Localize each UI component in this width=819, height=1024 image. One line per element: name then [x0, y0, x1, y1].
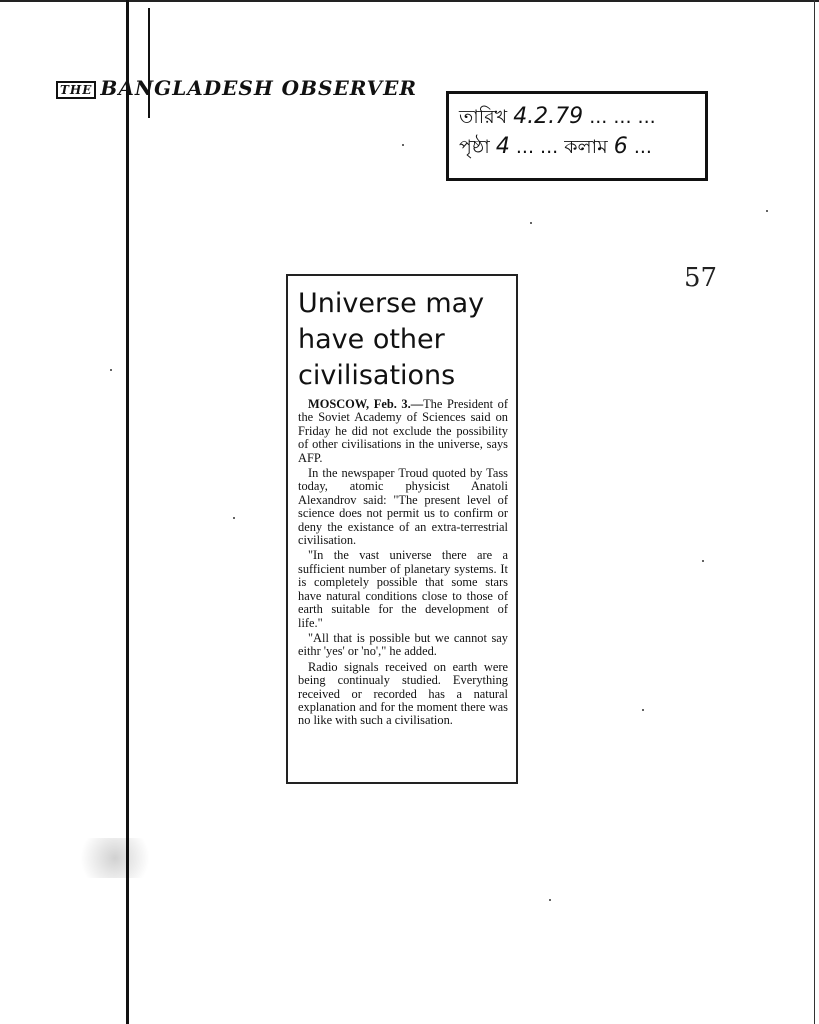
masthead-name: BANGLADESH OBSERVER: [100, 76, 417, 100]
stamp-date-row: তারিখ 4.2.79 ... ... ...: [459, 104, 656, 129]
margin-rule-top: [148, 8, 150, 118]
article-paragraph: In the newspaper Troud quoted by Tass today, atomic physicist Anatoli Alexandrov said: "The present level of science does not permit us to confirm or deny the existance of an extra-terrestrial civilisation.: [298, 466, 508, 548]
scan-speck: [530, 222, 532, 224]
news-clipping: [286, 274, 518, 784]
scan-speck: [402, 144, 404, 146]
stamp-column-label: কলাম: [564, 136, 608, 158]
scan-smudge: [70, 838, 160, 878]
stamp-column-value: 6: [613, 134, 628, 159]
archive-stamp: [446, 91, 708, 181]
article-paragraph: "In the vast universe there are a sufficient number of planetary systems. It is completely possible that some stars have natural conditions close to those of earth suitable for the development of life.": [298, 548, 508, 630]
newspaper-masthead: [56, 76, 417, 100]
scan-speck: [549, 899, 551, 901]
article-body: [298, 398, 508, 728]
stamp-page-label: পৃষ্ঠা: [459, 136, 490, 158]
scan-speck: [702, 560, 704, 562]
article-paragraph: Radio signals received on earth were being continualy studied. Everything received or recorded has a natural explanation and for the moment there was no like with such a civilisation.: [298, 659, 508, 728]
page-right-edge: [814, 0, 815, 1024]
masthead-the-badge: THE: [56, 81, 96, 99]
page-top-edge: [0, 0, 819, 2]
stamp-page-value: 4: [495, 134, 510, 159]
stamp-date-label: তারিখ: [459, 106, 508, 128]
scan-speck: [766, 210, 768, 212]
article-headline: Universe may have other civilisations: [298, 288, 485, 391]
scan-speck: [642, 709, 644, 711]
article-paragraph: MOSCOW, Feb. 3.—The President of the Soviet Academy of Sciences said on Friday he did not exclude the possibility of other civilisations in the universe, says AFP.: [298, 397, 508, 465]
article-dateline: MOSCOW, Feb. 3.—: [308, 397, 424, 411]
stamp-date-value: 4.2.79: [513, 104, 584, 129]
scan-speck: [233, 517, 235, 519]
scan-speck: [110, 369, 112, 371]
stamp-page-row: পৃষ্ঠা 4 ... ... কলাম 6 ...: [459, 134, 652, 159]
article-paragraph: "All that is possible but we cannot say eithr 'yes' or 'no'," he added.: [298, 630, 508, 659]
page-number: 57: [684, 263, 718, 293]
